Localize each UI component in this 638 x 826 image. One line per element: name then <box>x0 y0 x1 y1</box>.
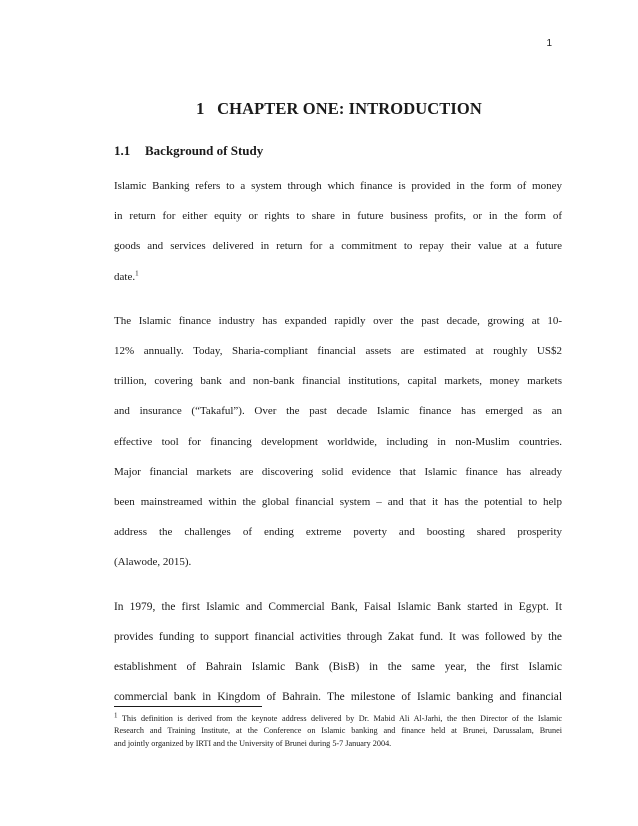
page-number: 1 <box>546 38 552 49</box>
footnote-line <box>114 713 562 725</box>
footnote <box>114 713 562 750</box>
footnote-line-text: This definition is derived from the keynote address delivered by Dr. Mabid Ali Al-Jarhi, the then Director of the Islamic <box>121 714 563 723</box>
paragraph-line: provides funding to support financial activities through Zakat fund. It was followed by the <box>114 630 562 643</box>
section-title: Background of Study <box>145 143 264 158</box>
paragraph <box>114 171 562 292</box>
paragraph-line: Islamic Banking refers to a system through which finance is provided in the form of money <box>114 180 562 192</box>
paragraph-line: been mainstreamed within the global financial system – and that it has the potential to help <box>114 496 562 509</box>
footnote-marker: 1 <box>114 711 118 720</box>
section-heading <box>114 143 263 159</box>
footnote-reference[interactable]: 1 <box>135 268 139 277</box>
paragraph-line: in return for either equity or rights to share in future business profits, or in the form of <box>114 210 562 223</box>
paragraph <box>114 306 562 578</box>
paragraph-line: establishment of Bahrain Islamic Bank (BisB) in the same year, the first Islamic <box>114 661 562 674</box>
chapter-title: 1 CHAPTER ONE: INTRODUCTION <box>196 99 482 118</box>
paragraph-line-last <box>114 262 562 292</box>
paragraph-line: Major financial markets are discovering solid evidence that Islamic finance has already <box>114 465 562 478</box>
paragraph-line: effective tool for financing development worldwide, including in non-Muslim countries. <box>114 435 562 448</box>
paragraph-line: In 1979, the first Islamic and Commercial Bank, Faisal Islamic Bank started in Egypt. It <box>114 600 562 613</box>
paragraph-line: The Islamic finance industry has expanded rapidly over the past decade, growing at 10- <box>114 314 562 327</box>
footnote-line-last: and jointly organized by IRTI and the University of Brunei during 5-7 January 2004. <box>114 738 392 748</box>
paragraph-line: 12% annually. Today, Sharia-compliant financial assets are estimated at roughly US$2 <box>114 345 562 358</box>
body-text <box>114 171 562 726</box>
paragraph-line-last: (Alawode, 2015). <box>114 556 192 569</box>
paragraph-line: and insurance (“Takaful”). Over the past decade Islamic finance has emerged as an <box>114 405 562 418</box>
paragraph-line: trillion, covering bank and non-bank financial institutions, capital markets, money markets <box>114 375 562 388</box>
section-number: 1.1 <box>114 143 131 158</box>
paragraph-line: address the challenges of ending extreme poverty and boosting shared prosperity <box>114 526 562 539</box>
footnote-separator <box>114 706 262 707</box>
paragraph-line-text: date. <box>114 270 136 283</box>
paragraph-line: goods and services delivered in return for a commitment to repay their value at a future <box>114 240 562 253</box>
footnote-line: Research and Training Institute, at the Conference on Islamic banking and finance held at Brunei, Darussalam, Brunei <box>114 726 562 736</box>
paragraph-line: commercial bank in Kingdom of Bahrain. The milestone of Islamic banking and financial <box>114 691 562 704</box>
paragraph <box>114 592 562 713</box>
